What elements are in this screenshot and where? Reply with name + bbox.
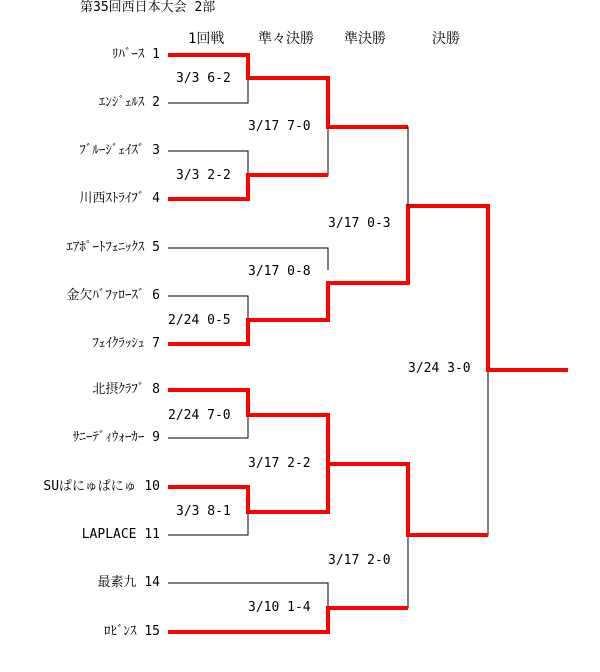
winner-team-1 [168, 55, 408, 127]
team-1-label: ﾘﾊﾞｰｽ 1 [111, 47, 160, 62]
score-qf-1: 3/17 7-0 [248, 119, 311, 134]
round-header-final: 決勝 [432, 31, 460, 47]
team-8-label: 北摂ｸﾗﾌﾞ 8 [92, 382, 160, 397]
team-5-label: ｴｱﾎﾟｰﾄﾌｪﾆｯｸｽ 5 [66, 240, 160, 255]
team-15-label: ﾛﾋﾞﾝｽ 15 [104, 624, 160, 639]
score-qf-4: 3/10 1-4 [248, 600, 311, 615]
score-qf-3: 3/17 2-2 [248, 456, 311, 471]
team-2-label: ｴﾝｼﾞｪﾙｽ 2 [98, 95, 160, 110]
team-6-label: 金欠ﾊﾞﾌｧﾛｰｽﾞ 6 [66, 288, 160, 303]
score-r1-3-4: 3/3 2-2 [176, 168, 231, 183]
score-r1-1-2: 3/3 6-2 [176, 71, 231, 86]
round-header-1: 1回戦 [188, 31, 225, 47]
score-qf-2: 3/17 0-8 [248, 264, 311, 279]
score-final: 3/24 3-0 [408, 361, 471, 376]
score-sf-1: 3/17 0-3 [328, 216, 391, 231]
line-final-bottom [408, 370, 488, 535]
team-14-label: 最素九 14 [97, 575, 160, 590]
score-r1-6-7: 2/24 0-5 [168, 313, 231, 328]
score-r1-10-11: 3/3 8-1 [176, 504, 231, 519]
team-10-label: SUぱにゅぱにゅ 10 [43, 479, 160, 494]
winner-lines [168, 55, 568, 632]
team-3-label: ﾌﾞﾙｰｼﾞｪｲｽﾞ 3 [79, 143, 160, 158]
team-11-label: LAPLACE 11 [81, 527, 160, 542]
line-sf-1-top [328, 127, 408, 206]
round-header-quarterfinal: 準々決勝 [258, 31, 314, 47]
score-r1-8-9: 2/24 7-0 [168, 408, 231, 423]
round-header-semifinal: 準決勝 [344, 31, 386, 47]
team-7-label: ﾌｪｲｸﾗｯｼｭ 7 [92, 336, 160, 351]
line-qf-3-loser [328, 464, 408, 490]
tournament-title: 第35回西日本大会 2部 [80, 0, 216, 15]
team-4-label: 川西ｽﾄﾗｲﾌﾞ 4 [79, 191, 160, 206]
team-9-label: ｻﾆｰﾃﾞｨｳｫｰｶｰ 9 [72, 430, 160, 445]
score-sf-2: 3/17 2-0 [328, 553, 391, 568]
